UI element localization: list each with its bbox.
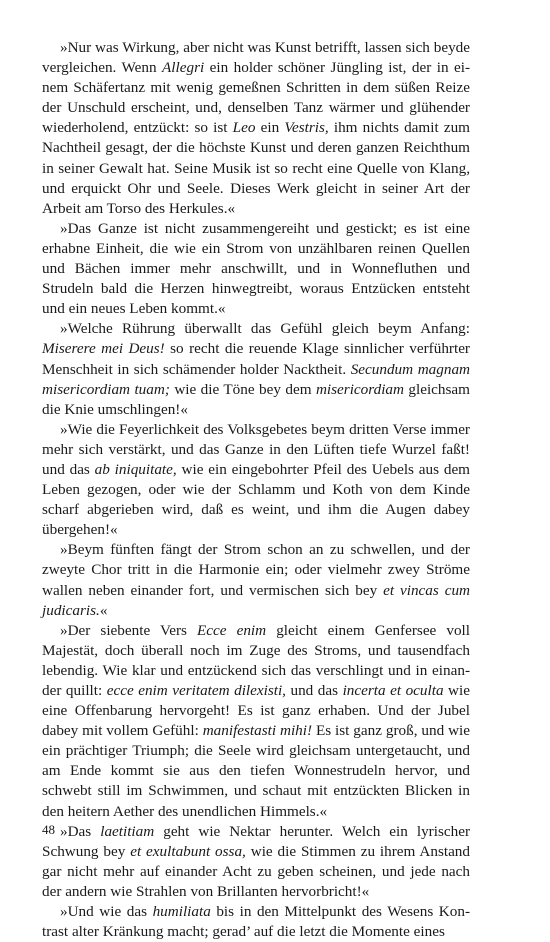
text-run: gleichsam die Knie umschlingen!« bbox=[42, 380, 470, 418]
text-run: »Wie die Feyerlichkeit des Volksgebetes beym dritten Verse immer mehr sich verstärkt, und das Ganze in den Lüften tiefe Wurzel faßt! und das bbox=[42, 420, 470, 478]
text-run: »Und wie das bbox=[60, 903, 153, 921]
paragraph bbox=[42, 822, 470, 902]
paragraph bbox=[42, 902, 470, 942]
text-run: wie die Stimmen zu ihrem Anstand gar nicht mehr auf einander Acht zu geben scheinen, und jede nach der andern wie Strahlen von Brillanten hervorbricht!« bbox=[42, 842, 470, 900]
text-run: gleicht einem Genfersee voll Majestät, doch überall noch im Zuge des Stroms, und tausendfach lebendig. Wie klar und entzückend sich das verschlingt und in einander quillt: bbox=[42, 621, 470, 699]
italic-run: Secundum magnam misericordiam tuam; bbox=[42, 360, 470, 398]
paragraph bbox=[42, 319, 470, 419]
italic-run: et vincas cum judicaris. bbox=[42, 581, 471, 619]
text-run: geht wie Nektar herunter. Welch ein lyrischer Schwung bey bbox=[42, 822, 470, 860]
italic-run: manifestasti mihi! bbox=[202, 722, 313, 740]
italic-run: ab iniquitate, bbox=[94, 460, 177, 478]
page-body bbox=[42, 38, 470, 942]
text-run: »Das bbox=[60, 822, 101, 840]
text-run: ein bbox=[255, 119, 285, 137]
page-number: 48 bbox=[42, 822, 55, 837]
paragraph bbox=[42, 38, 470, 219]
text-run: wie ein eingebohrter Pfeil des Uebels aus dem Leben gezogen, oder wie der Schlamm und Koth von dem Kinde scharf abgerieben wird, daß es weint, und ihm die Augen dabey übergehen!« bbox=[42, 460, 470, 539]
text-run: »Welche Rührung überwallt das Gefühl gleich beym Anfang: bbox=[60, 320, 470, 338]
italic-run: Vestris, bbox=[284, 119, 329, 137]
paragraph bbox=[42, 219, 470, 319]
text-run: »Der siebente Vers bbox=[60, 621, 198, 639]
italic-run: misericordiam bbox=[315, 380, 404, 398]
text-run: « bbox=[99, 601, 108, 619]
text-run: wie eine Offenbarung hervorgeht! Es ist ganz erhaben. Und der Jubel dabey mit vollem Gefühl: bbox=[42, 682, 470, 740]
text-run: ihm nichts damit zum Nachtheil gesagt, der die höchste Kunst und deren ganzen Reichthum in seiner Gewalt hat. Seine Musik ist so recht eine Quelle von Klang, und erquickt Ohr und Seele. Dieses Werk gleicht in seiner Art der Arbeit am Torso des Herkules.« bbox=[42, 119, 470, 217]
text-run: »Beym fünften fängt der Strom schon an zu schwellen, und der zweyte Chor tritt in die Harmonie ein; oder vielmehr zwey Ströme wallen neben einander fort, und vermischen sich bey bbox=[42, 541, 470, 599]
text-run: Es ist ganz groß, und wie ein prächtiger Triumph; die Seele wird gleichsam untergetaucht, und am Ende kommt sie aus den tiefen Wonnestrudeln hervor, und schwebt still im Schwimmen, und schaut mit entzückten Blicken in den heitern Aether des unendlichen Himmels.« bbox=[42, 722, 471, 820]
italic-run: Allegri bbox=[162, 59, 205, 77]
text-run: »Nur was Wirkung, aber nicht was Kunst betrifft, lassen sich beyde vergleichen. Wenn bbox=[42, 39, 470, 77]
text-run: wie die Töne bey dem bbox=[169, 380, 316, 398]
italic-run: laetitiam bbox=[100, 822, 155, 840]
text-run: bis in den Mittelpunkt des Wesens Kontrast alter Kränkung macht; gerad’ auf die letzt die Momente eines bbox=[42, 903, 470, 941]
paragraph bbox=[42, 621, 470, 822]
italic-run: Leo bbox=[232, 119, 256, 137]
italic-run: ecce enim veritatem dilexisti, bbox=[106, 682, 286, 699]
text-run: so recht die reuende Klage sinnlicher verführter Menschheit in sich schämender holder Nacktheit. bbox=[42, 340, 470, 378]
italic-run: Miserere mei Deus! bbox=[42, 340, 165, 358]
italic-run: humiliata bbox=[152, 903, 211, 921]
italic-run: Ecce enim bbox=[197, 621, 267, 639]
text-run: »Das Ganze ist nicht zusammengereiht und gestickt; es ist eine erhabne Einheit, die wie ein Strom von unzählbaren reinen Quellen und Bächen immer mehr anschwillt, und in Wonnefluthen und Strudeln bald die Herzen hinwegtreibt, woraus Entzücken entsteht und ein neues Leben kommt.« bbox=[42, 219, 470, 318]
paragraph bbox=[42, 540, 470, 620]
italic-run: et exultabunt ossa, bbox=[130, 842, 246, 860]
italic-run: incerta et oculta bbox=[342, 682, 444, 699]
paragraph bbox=[42, 420, 470, 541]
text-run: ein holder schöner Jüngling ist, der in einem Schäfertanz mit wenig gemeßnen Schritten in dem süßen Reize der Unschuld erscheint, und, denselben Tanz wärmer und glühender wiederholend, entzückt: so ist bbox=[42, 59, 470, 137]
text-run: und das bbox=[285, 682, 343, 699]
